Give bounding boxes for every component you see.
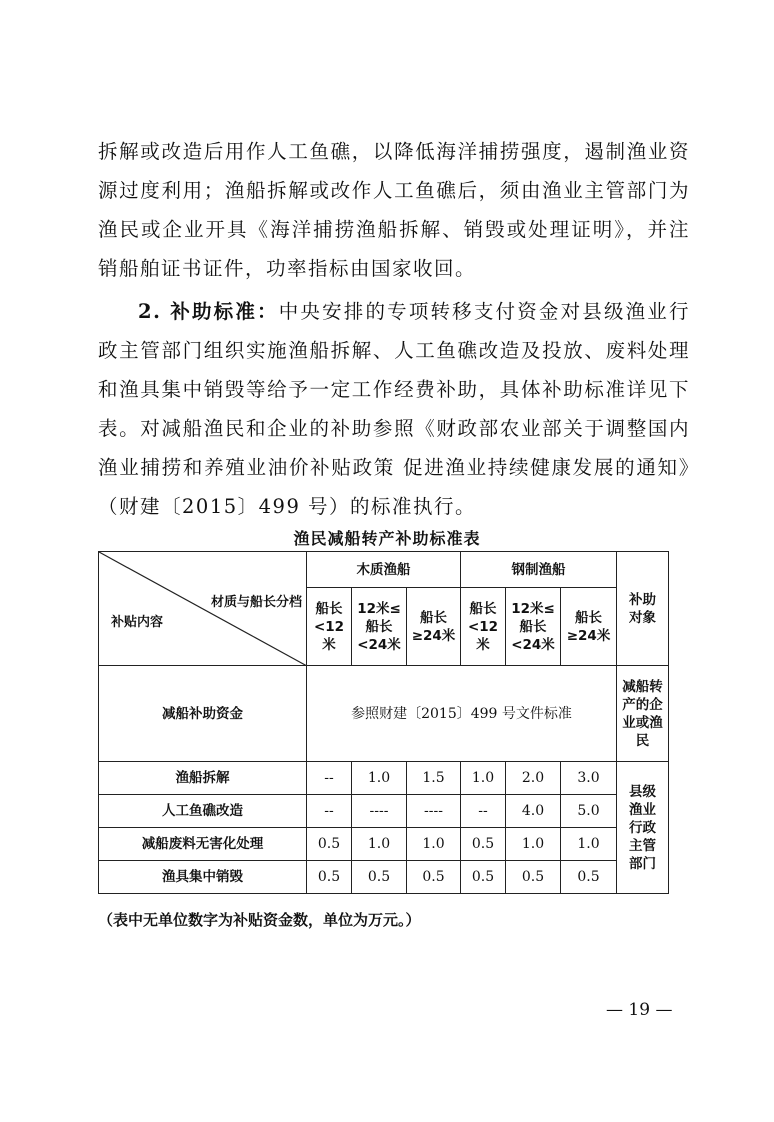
sub-header: 12米≤船长<24米 [506, 588, 561, 666]
sub-header: 船长<12米 [307, 588, 352, 666]
row-label: 减船废料无害化处理 [99, 828, 307, 861]
table-cell: 0.5 [307, 828, 352, 861]
row-label: 渔具集中销毁 [99, 861, 307, 894]
table-cell: 0.5 [461, 861, 506, 894]
table-cell: 1.5 [407, 762, 461, 795]
table-cell: 0.5 [461, 828, 506, 861]
table-cell: 1.0 [506, 828, 561, 861]
corner-top-label: 材质与船长分档 [210, 595, 302, 610]
page-number: — 19 — [606, 1000, 673, 1020]
paragraph-1: 拆解或改造后用作人工鱼礁，以降低海洋捕捞强度，遏制渔业资源过度利用；渔船拆解或改作人工鱼礁后，须由渔业主管部门为渔民或企业开具《海洋捕捞渔船拆解、销毁或处理证明》，并注销船舶证书证件，功率指标由国家收回。 [98, 140, 690, 280]
table-title: 渔民减船转产补助标准表 [293, 529, 481, 548]
sub-header: 船长≥24米 [561, 588, 617, 666]
table-cell: 1.0 [352, 762, 407, 795]
paragraph-2 [98, 292, 690, 526]
group-header-wood: 木质渔船 [307, 552, 461, 588]
table-cell: 0.5 [352, 861, 407, 894]
target-fishermen-cell: 减船转产的企业或渔民 [617, 666, 669, 762]
table-cell: 1.0 [352, 828, 407, 861]
row-label: 人工鱼礁改造 [99, 795, 307, 828]
table-cell: 0.5 [307, 861, 352, 894]
table-cell: 0.5 [407, 861, 461, 894]
table-cell: 3.0 [561, 762, 617, 795]
table-cell: -- [307, 795, 352, 828]
table-cell: 4.0 [506, 795, 561, 828]
subsidy-target-header: 补助对象 [617, 552, 669, 666]
table-cell: 1.0 [407, 828, 461, 861]
target-county-cell: 县级渔业行政主管部门 [617, 762, 669, 894]
sub-header: 12米≤船长<24米 [352, 588, 407, 666]
table-cell: -- [461, 795, 506, 828]
corner-bottom-label: 补贴内容 [111, 615, 164, 630]
table-cell: 0.5 [561, 861, 617, 894]
row-label-reduction: 减船补助资金 [99, 666, 307, 762]
sub-header: 船长<12米 [461, 588, 506, 666]
paragraph-2-body: 中央安排的专项转移支付资金对县级渔业行政主管部门组织实施渔船拆解、人工鱼礁改造及投放、废料处理和渔具集中销毁等给予一定工作经费补助，具体补助标准详见下表。对减船渔民和企业的补助参照《财政部农业部关于调整国内渔业捕捞和养殖业油价补贴政策 促进渔业持续健康发展的通知》（财建〔2015〕499 号）的标准执行。 [98, 300, 690, 518]
row-label: 渔船拆解 [99, 762, 307, 795]
table-cell: -- [307, 762, 352, 795]
table-cell: 2.0 [506, 762, 561, 795]
reduction-merged-cell: 参照财建〔2015〕499 号文件标准 [307, 666, 617, 762]
table-cell: 1.0 [461, 762, 506, 795]
subsidy-table [98, 551, 669, 894]
table-cell: 0.5 [506, 861, 561, 894]
sub-header: 船长≥24米 [407, 588, 461, 666]
table-cell: 5.0 [561, 795, 617, 828]
table-cell: 1.0 [561, 828, 617, 861]
paragraph-2-lead: 2. 补助标准： [138, 300, 279, 323]
table-cell: ---- [352, 795, 407, 828]
group-header-steel: 钢制渔船 [461, 552, 617, 588]
table-corner-cell [99, 552, 307, 666]
table-cell: ---- [407, 795, 461, 828]
table-footnote: （表中无单位数字为补贴资金数，单位为万元。） [98, 911, 421, 929]
